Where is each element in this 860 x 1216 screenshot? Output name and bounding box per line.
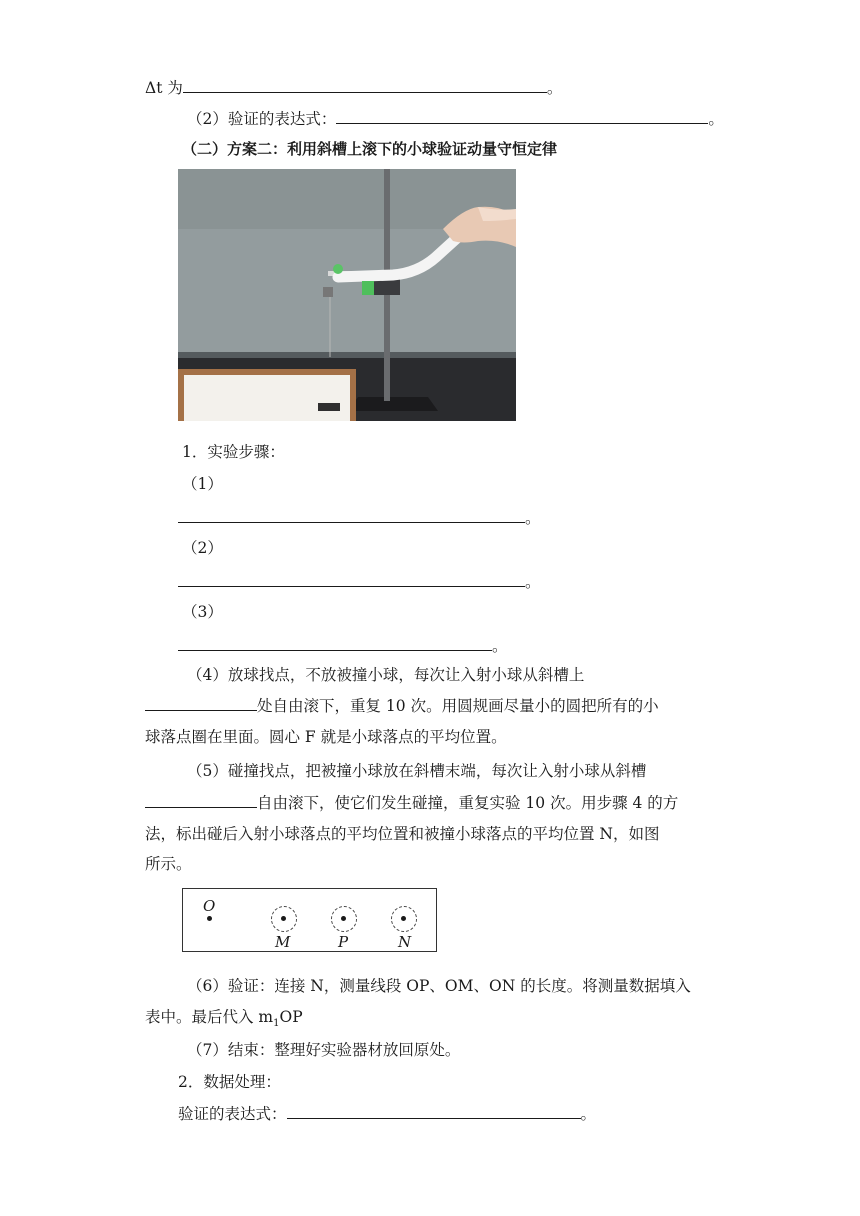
section2-title: （二）方案二：利用斜槽上滚下的小球验证动量守恒定律 bbox=[182, 140, 558, 158]
point-o bbox=[207, 916, 212, 921]
step3-answer-line bbox=[178, 634, 508, 657]
point-m bbox=[281, 916, 286, 921]
step3-label: （3） bbox=[182, 603, 223, 621]
q2-label: （2）验证的表达式： bbox=[187, 110, 337, 128]
label-o: O bbox=[203, 897, 216, 915]
period: 。 bbox=[580, 1105, 597, 1123]
q2-line bbox=[187, 107, 724, 130]
dt-prefix: Δt 为 bbox=[145, 79, 183, 97]
answer-blank[interactable] bbox=[183, 76, 547, 93]
step4-line-b bbox=[145, 694, 659, 717]
step6-line-a: （6）验证：连接 N，测量线段 OP、OM、ON 的长度。将测量数据填入 bbox=[187, 977, 691, 995]
label-m: M bbox=[275, 933, 291, 951]
answer-blank[interactable] bbox=[145, 694, 257, 711]
period: 。 bbox=[525, 509, 541, 527]
step5-line-b bbox=[145, 791, 678, 814]
answer-blank[interactable] bbox=[145, 791, 257, 808]
point-p bbox=[341, 916, 346, 921]
step4-line-a: （4）放球找点，不放被撞小球，每次让入射小球从斜槽上 bbox=[187, 666, 585, 684]
step1-label: （1） bbox=[182, 475, 223, 493]
point-n bbox=[401, 916, 406, 921]
step6-line-b bbox=[145, 1006, 303, 1035]
period: 。 bbox=[708, 110, 724, 128]
step2-label: （2） bbox=[182, 539, 223, 557]
answer-blank[interactable] bbox=[178, 634, 492, 651]
period: 。 bbox=[525, 573, 541, 591]
data-title: 2．数据处理： bbox=[178, 1073, 281, 1091]
landing-points-diagram bbox=[182, 888, 437, 952]
step4-text-b: 处自由滚下，重复 10 次。用圆规画尽量小的圆把所有的小 bbox=[257, 697, 659, 715]
label-p: P bbox=[338, 933, 349, 951]
step5-line-d: 所示。 bbox=[145, 855, 192, 873]
answer-blank[interactable] bbox=[178, 506, 525, 523]
step4-line-c: 球落点圈在里面。圆心 F 就是小球落点的平均位置。 bbox=[145, 728, 507, 746]
subscript-1: 1 bbox=[273, 1018, 280, 1030]
step1-answer-line bbox=[178, 506, 541, 529]
step6-text-post: OP bbox=[279, 1008, 303, 1026]
experiment-apparatus-photo bbox=[178, 169, 516, 421]
period: 。 bbox=[492, 637, 508, 655]
answer-blank[interactable] bbox=[178, 570, 525, 587]
step5-line-c: 法，标出碰后入射小球落点的平均位置和被撞小球落点的平均位置 N，如图 bbox=[145, 825, 660, 843]
verify-line bbox=[178, 1102, 596, 1125]
period: 。 bbox=[546, 79, 563, 97]
step2-answer-line bbox=[178, 570, 541, 593]
answer-blank[interactable] bbox=[287, 1102, 581, 1119]
verify-label: 验证的表达式： bbox=[178, 1105, 287, 1123]
step5-line-a: （5）碰撞找点，把被撞小球放在斜槽末端，每次让入射小球从斜槽 bbox=[187, 762, 647, 780]
steps-title: 1．实验步骤： bbox=[182, 443, 285, 461]
dt-line bbox=[145, 76, 562, 99]
step5-text-b: 自由滚下，使它们发生碰撞，重复实验 10 次。用步骤 4 的方 bbox=[257, 794, 679, 812]
step7-line: （7）结束：整理好实验器材放回原处。 bbox=[187, 1041, 461, 1059]
answer-blank[interactable] bbox=[336, 107, 708, 124]
step6-text-pre: 表中。最后代入 m bbox=[145, 1008, 274, 1026]
label-n: N bbox=[398, 933, 412, 951]
